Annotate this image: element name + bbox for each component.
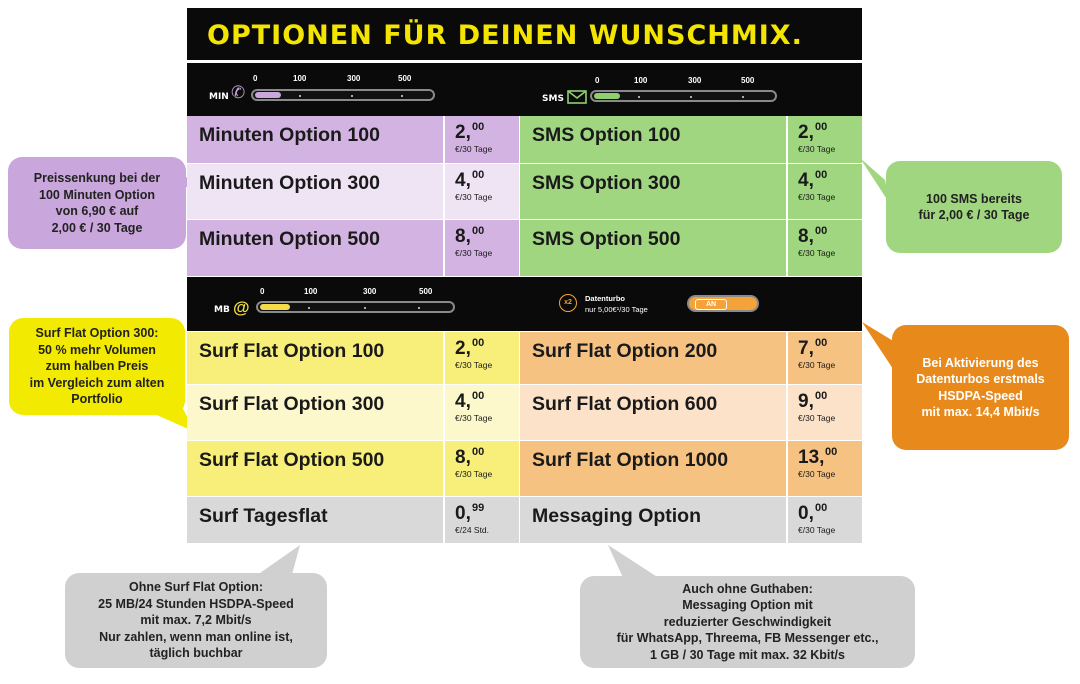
callout-minutes	[8, 157, 186, 249]
price-cell	[443, 441, 517, 496]
sms-unit-label: SMS	[542, 94, 564, 104]
price-unit: €/30 Tage	[455, 469, 493, 479]
price-cell	[786, 385, 860, 440]
price-decimals: 00	[472, 390, 485, 402]
scale-label: 100	[304, 287, 318, 296]
price-integer: 4,	[455, 391, 471, 412]
option-row[interactable]	[187, 441, 519, 497]
price-unit: €/30 Tage	[798, 192, 836, 202]
price-unit: €/30 Tage	[798, 525, 836, 535]
price-integer: 7,	[798, 338, 814, 359]
price-cell	[786, 164, 860, 219]
price-cell	[443, 385, 517, 440]
price-cell	[443, 497, 517, 543]
scale-label: 500	[398, 74, 412, 83]
price-unit: €/30 Tage	[798, 360, 836, 370]
price-unit: €/30 Tage	[455, 248, 493, 258]
phone-icon: ✆	[231, 83, 246, 102]
option-name: Surf Flat Option 600	[532, 393, 718, 415]
price-integer: 8,	[798, 226, 814, 247]
data-unit-label: MB	[214, 305, 230, 315]
callout-tagesflat-text: Ohne Surf Flat Option: 25 MB/24 Stunden HSDPA-Speed mit max. 7,2 Mbit/s Nur zahlen, wenn man online ist, täglich buchbar	[98, 580, 294, 661]
price-decimals: 99	[472, 502, 485, 514]
price-cell	[786, 220, 860, 276]
scale-label: 100	[634, 76, 648, 85]
scale-label: 0	[595, 76, 600, 85]
option-name: SMS Option 500	[532, 228, 681, 250]
option-row[interactable]	[187, 385, 519, 441]
price-cell	[443, 332, 517, 384]
price-unit: €/30 Tage	[798, 469, 836, 479]
callout-turbo	[892, 325, 1069, 450]
minutes-unit-label: MIN	[209, 92, 229, 102]
price-integer: 0,	[798, 503, 814, 524]
price-unit: €/30 Tage	[455, 413, 493, 423]
price-decimals: 00	[815, 337, 828, 349]
callout-messaging-text: Auch ohne Guthaben: Messaging Option mit reduzierter Geschwindigkeit für WhatsApp, Threema, FB Messenger etc., 1 GB / 30 Tage mit max. 32 Kbit/s	[616, 581, 879, 662]
option-row[interactable]	[520, 220, 862, 277]
price-integer: 9,	[798, 391, 814, 412]
option-row[interactable]	[520, 497, 862, 544]
turbo-label: Datenturbo	[585, 294, 625, 303]
price-unit: €/30 Tage	[798, 144, 836, 154]
price-integer: 0,	[455, 503, 471, 524]
price-unit: €/30 Tage	[455, 360, 493, 370]
option-row[interactable]	[520, 441, 862, 497]
callout-tagesflat	[65, 573, 327, 668]
page-title: OPTIONEN FÜR DEINEN WUNSCHMIX.	[207, 20, 803, 51]
option-name: Messaging Option	[532, 505, 702, 527]
minutes-slider[interactable]	[251, 89, 435, 101]
price-integer: 8,	[455, 226, 471, 247]
turbo-price: nur 5,00€¹/30 Tage	[585, 305, 648, 314]
scale-label: 0	[253, 74, 258, 83]
price-unit: €/24 Std.	[455, 525, 490, 535]
scale-label: 300	[688, 76, 702, 85]
callout-turbo-text: Bei Aktivierung des Datenturbos erstmals HSDPA-Speed mit max. 14,4 Mbit/s	[916, 355, 1045, 419]
price-integer: 13,	[798, 447, 825, 468]
option-row[interactable]	[187, 497, 519, 544]
slider-band-top	[187, 63, 862, 116]
price-decimals: 00	[472, 121, 485, 133]
slider-band-data	[187, 277, 862, 331]
envelope-icon	[567, 90, 587, 104]
price-cell	[786, 116, 860, 163]
turbo-toggle-label: AN	[695, 299, 727, 310]
price-cell	[443, 220, 517, 276]
scale-label: 0	[260, 287, 265, 296]
price-unit: €/30 Tage	[455, 144, 493, 154]
option-row[interactable]	[520, 385, 862, 441]
price-decimals: 00	[825, 446, 838, 458]
turbo-badge-icon: x2	[559, 294, 577, 312]
price-decimals: 00	[472, 169, 485, 181]
option-row[interactable]	[520, 116, 862, 164]
price-integer: 8,	[455, 447, 471, 468]
price-integer: 2,	[455, 338, 471, 359]
price-cell	[443, 164, 517, 219]
at-icon: @	[233, 298, 250, 317]
price-cell	[786, 441, 860, 496]
scale-label: 500	[741, 76, 755, 85]
price-integer: 4,	[798, 170, 814, 191]
option-row[interactable]	[187, 116, 519, 164]
option-name: Minuten Option 300	[199, 172, 380, 194]
option-name: Minuten Option 500	[199, 228, 380, 250]
option-row[interactable]	[520, 164, 862, 220]
price-cell	[786, 497, 860, 543]
data-slider[interactable]	[256, 301, 455, 313]
option-name: Surf Tagesflat	[199, 505, 328, 527]
callout-sms	[886, 161, 1062, 253]
title-bar	[187, 8, 862, 60]
turbo-toggle[interactable]	[687, 295, 759, 312]
option-name: Surf Flat Option 100	[199, 340, 385, 362]
scale-label: 100	[293, 74, 307, 83]
price-integer: 2,	[798, 122, 814, 143]
option-name: Surf Flat Option 1000	[532, 449, 729, 471]
callout-sms-text: 100 SMS bereits für 2,00 € / 30 Tage	[918, 191, 1030, 222]
price-decimals: 00	[472, 337, 485, 349]
scale-label: 500	[419, 287, 433, 296]
option-name: Minuten Option 100	[199, 124, 380, 146]
price-decimals: 00	[815, 390, 828, 402]
option-row[interactable]	[187, 220, 519, 277]
option-name: SMS Option 100	[532, 124, 681, 146]
price-cell	[786, 332, 860, 384]
scale-label: 300	[347, 74, 361, 83]
sms-slider[interactable]	[590, 90, 777, 102]
price-decimals: 00	[815, 502, 828, 514]
price-decimals: 00	[815, 225, 828, 237]
option-name: Surf Flat Option 500	[199, 449, 385, 471]
option-name: Surf Flat Option 200	[532, 340, 718, 362]
callout-surf300	[9, 318, 185, 415]
option-row[interactable]	[520, 332, 862, 385]
price-decimals: 00	[472, 225, 485, 237]
price-unit: €/30 Tage	[455, 192, 493, 202]
price-decimals: 00	[815, 169, 828, 181]
callout-messaging	[580, 576, 915, 668]
price-decimals: 00	[472, 446, 485, 458]
price-cell	[443, 116, 517, 163]
price-decimals: 00	[815, 121, 828, 133]
option-name: SMS Option 300	[532, 172, 681, 194]
price-unit: €/30 Tage	[798, 248, 836, 258]
price-unit: €/30 Tage	[798, 413, 836, 423]
price-integer: 4,	[455, 170, 471, 191]
callout-surf300-text: Surf Flat Option 300: 50 % mehr Volumen zum halben Preis im Vergleich zum alten Portfolio	[29, 326, 165, 407]
option-row[interactable]	[187, 164, 519, 220]
option-row[interactable]	[187, 332, 519, 385]
callout-minutes-text: Preissenkung bei der 100 Minuten Option von 6,90 € auf 2,00 € / 30 Tage	[33, 171, 161, 235]
option-name: Surf Flat Option 300	[199, 393, 385, 415]
scale-label: 300	[363, 287, 377, 296]
price-integer: 2,	[455, 122, 471, 143]
